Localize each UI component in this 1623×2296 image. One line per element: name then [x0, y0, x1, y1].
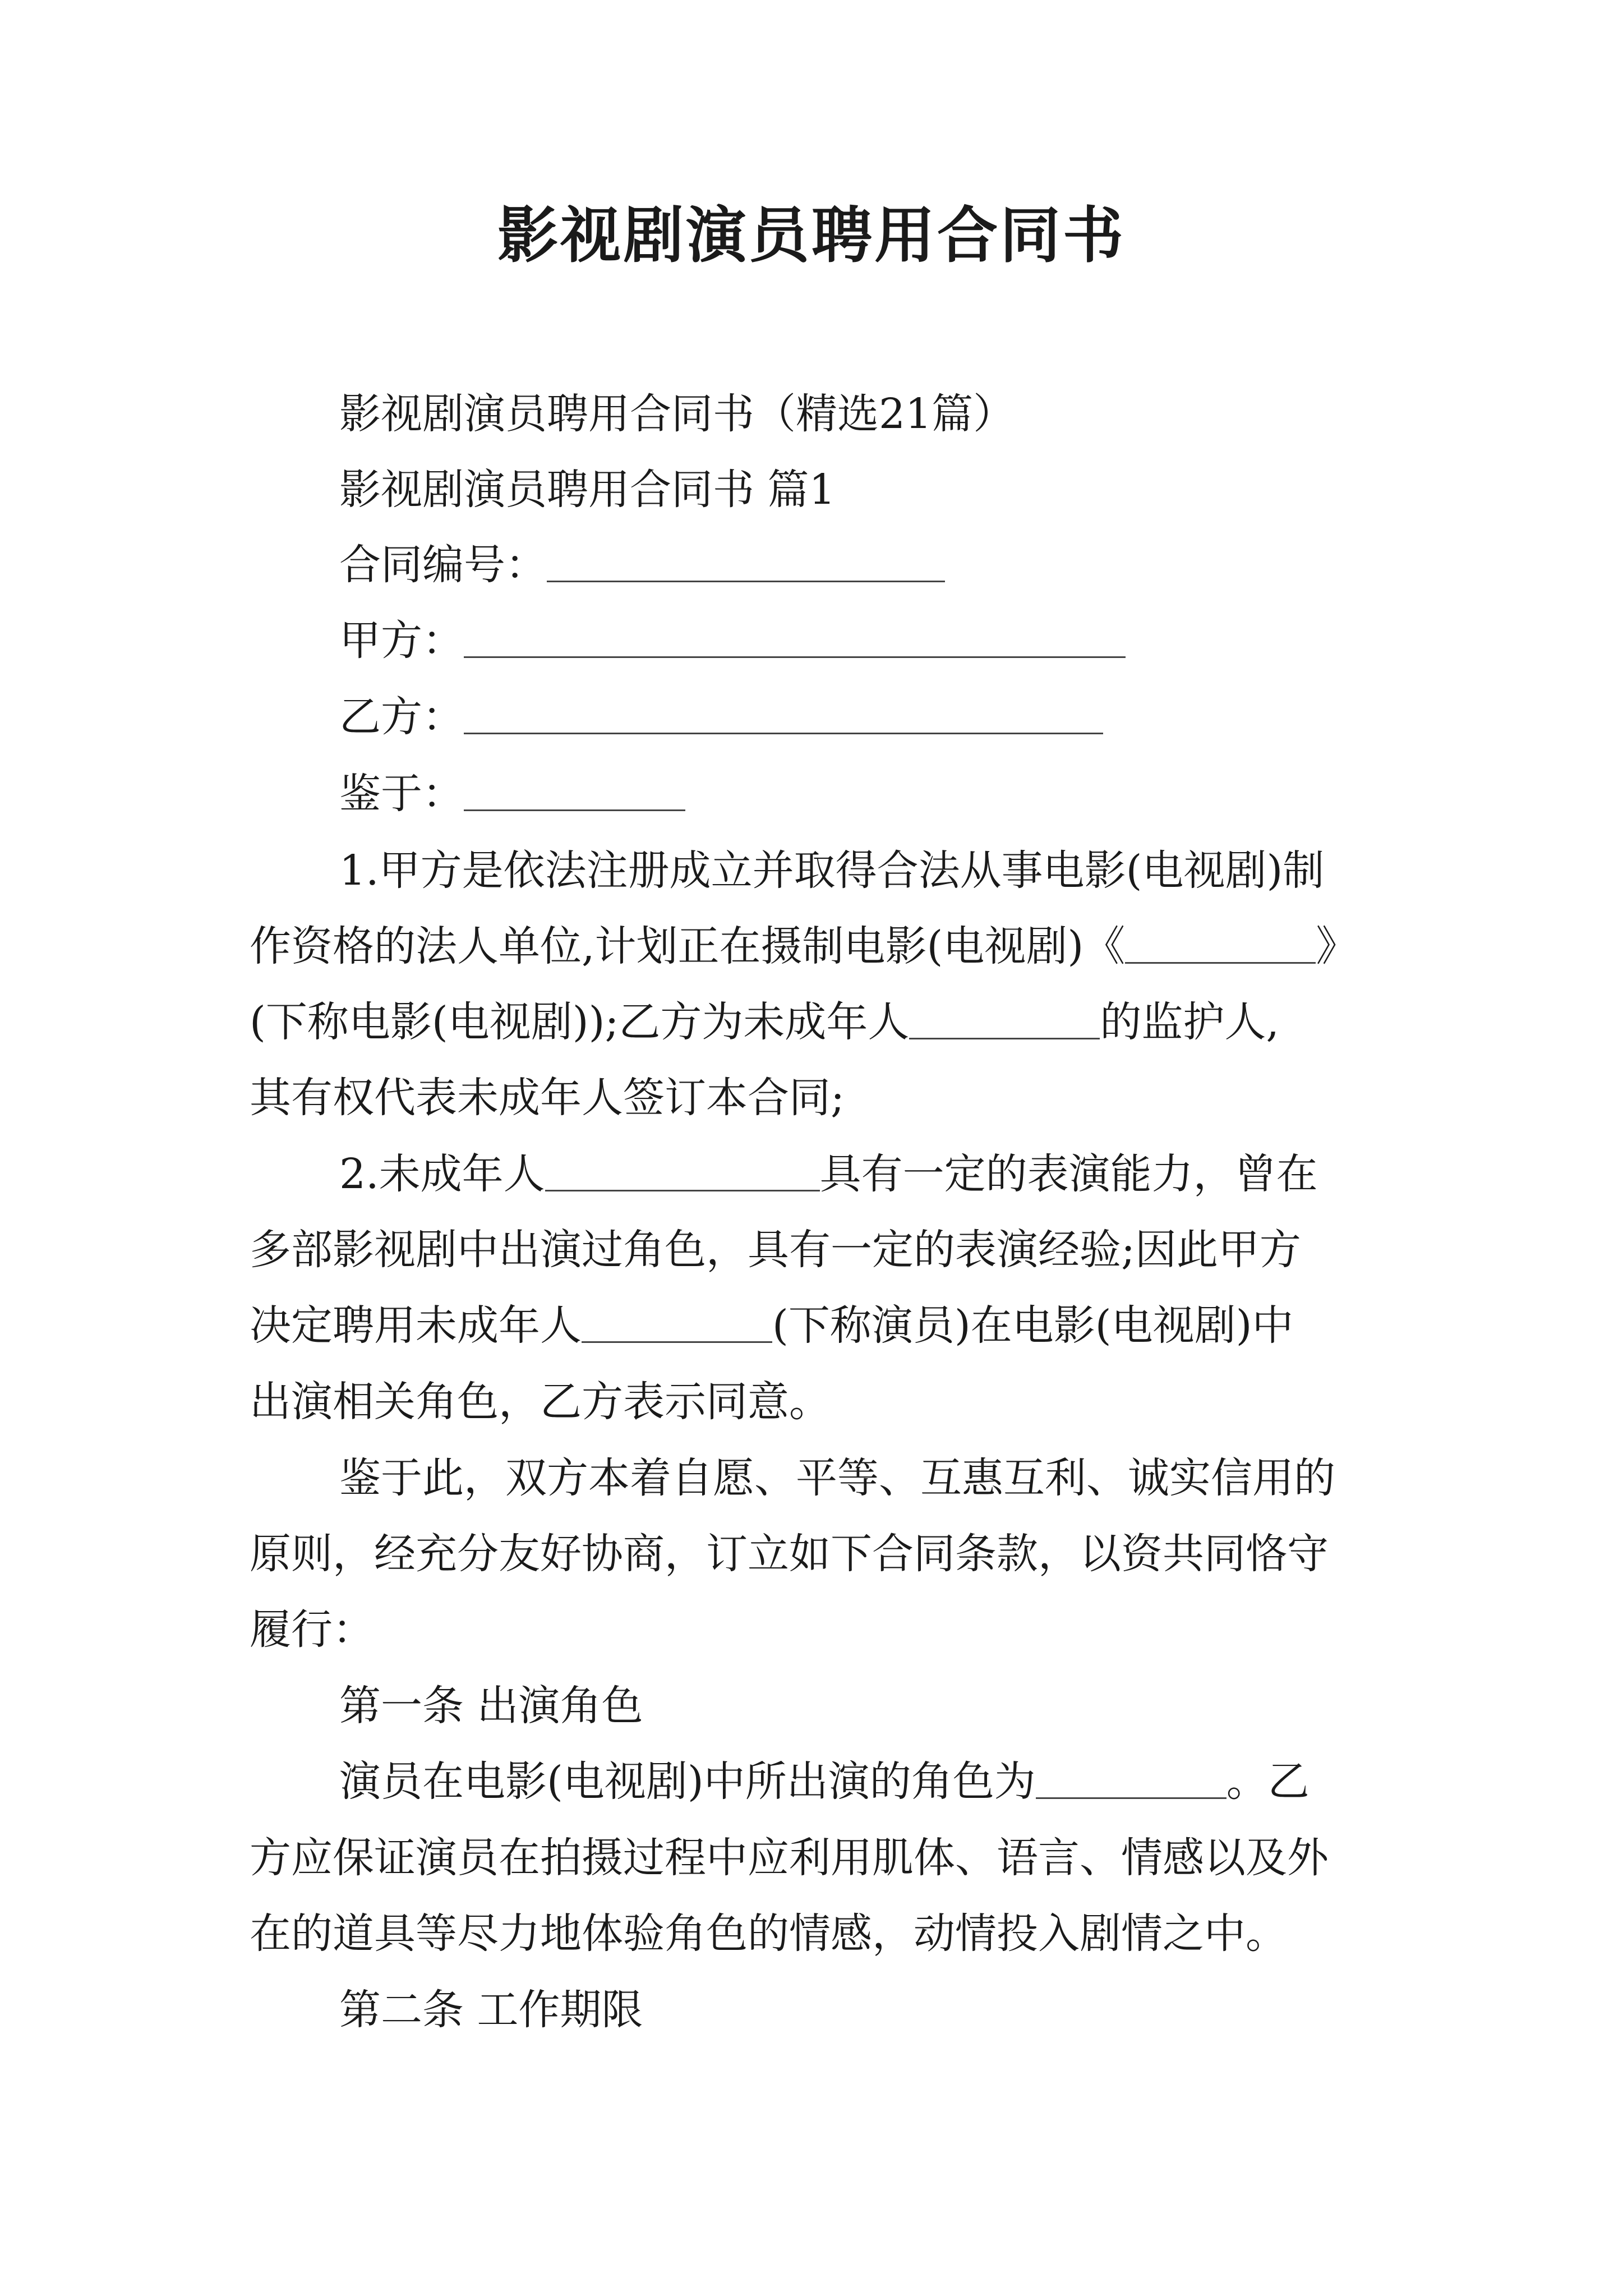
paragraph-text: 作资格的法人单位,计划正在摄制电影(电视剧)《: [250, 922, 1126, 970]
paragraph-text: 2.未成年人: [339, 1150, 545, 1198]
paragraph-text: 1.甲方是依法注册成立并取得合法从事电影(电视剧)制: [339, 846, 1325, 895]
paragraph-text: 的监护人,: [1100, 998, 1279, 1046]
party-a-line: [250, 613, 1478, 669]
whereas-line: [250, 766, 1478, 822]
paragraph-line: [250, 843, 1478, 899]
paragraph-line: [250, 1602, 1388, 1658]
paragraph-text: 具有一定的表演能力，曾在: [819, 1150, 1318, 1198]
document-title: 影视剧演员聘用合同书: [497, 200, 1126, 271]
paragraph-line: [250, 1070, 1388, 1126]
paragraph-line: [250, 918, 1388, 974]
paragraph-text: 多部影视剧中出演过角色，具有一定的表演经验;因此甲方: [250, 1226, 1301, 1274]
paragraph-text: (下称演员)在电影(电视剧)中: [772, 1301, 1294, 1350]
paragraph-line: [250, 1830, 1388, 1886]
whereas-blank: [464, 775, 685, 811]
paragraph-text: (下称电影(电视剧));乙方为未成年人: [250, 998, 910, 1046]
role-blank: [1036, 1763, 1227, 1799]
paragraph-text: 出演相关角色，乙方表示同意。: [250, 1378, 831, 1426]
paragraph-text: 履行：: [250, 1605, 374, 1654]
party-a-blank: [464, 622, 1126, 658]
paragraph-text: 方应保证演员在拍摄过程中应利用肌体、语言、情感以及外: [250, 1834, 1329, 1882]
section-heading-text: 影视剧演员聘用合同书 篇1: [339, 466, 836, 514]
contract-number-blank: [547, 546, 945, 582]
article-heading: [250, 1678, 1478, 1734]
party-a-label: 甲方：: [339, 616, 464, 665]
paragraph-line: [250, 1297, 1388, 1354]
paragraph-line: [250, 1754, 1478, 1810]
paragraph-text: 演员在电影(电视剧)中所出演的角色为: [339, 1757, 1036, 1806]
paragraph-line: [250, 1906, 1388, 1962]
contract-number-line: [250, 537, 1478, 593]
paragraph-text: 。乙: [1226, 1757, 1310, 1806]
section-heading: [250, 462, 1478, 518]
subtitle-text: 影视剧演员聘用合同书（精选21篇）: [339, 390, 1015, 438]
paragraph-line: [250, 994, 1388, 1050]
paragraph-text: 原则，经充分友好协商，订立如下合同条款，以资共同恪守: [250, 1530, 1329, 1578]
film-title-blank: [1125, 927, 1316, 964]
paragraph-line: [250, 1146, 1478, 1202]
minor-name-blank: [582, 1306, 772, 1343]
paragraph-line: [250, 1374, 1388, 1430]
minor-name-blank: [545, 1155, 820, 1191]
article-heading: [250, 1982, 1478, 2038]
party-b-line: [250, 689, 1478, 745]
contract-number-label: 合同编号：: [339, 541, 547, 589]
minor-name-blank: [909, 1003, 1100, 1039]
paragraph-text: 决定聘用未成年人: [250, 1301, 582, 1350]
paragraph-text: 其有权代表未成年人签订本合同;: [250, 1074, 845, 1122]
article-heading-text: 第二条 工作期限: [339, 1986, 643, 2034]
paragraph-line: [250, 1450, 1478, 1506]
paragraph-text: 》: [1316, 922, 1358, 970]
party-b-blank: [464, 698, 1103, 734]
paragraph-text: 鉴于此，双方本着自愿、平等、互惠互利、诚实信用的: [339, 1454, 1335, 1502]
paragraph-text: 在的道具等尽力地体验角色的情感，动情投入剧情之中。: [250, 1910, 1287, 1958]
subtitle-line: [250, 386, 1478, 442]
paragraph-line: [250, 1526, 1388, 1582]
whereas-label: 鉴于：: [339, 770, 464, 818]
paragraph-line: [250, 1222, 1388, 1278]
article-heading-text: 第一条 出演角色: [339, 1682, 643, 1730]
party-b-label: 乙方：: [339, 693, 464, 741]
